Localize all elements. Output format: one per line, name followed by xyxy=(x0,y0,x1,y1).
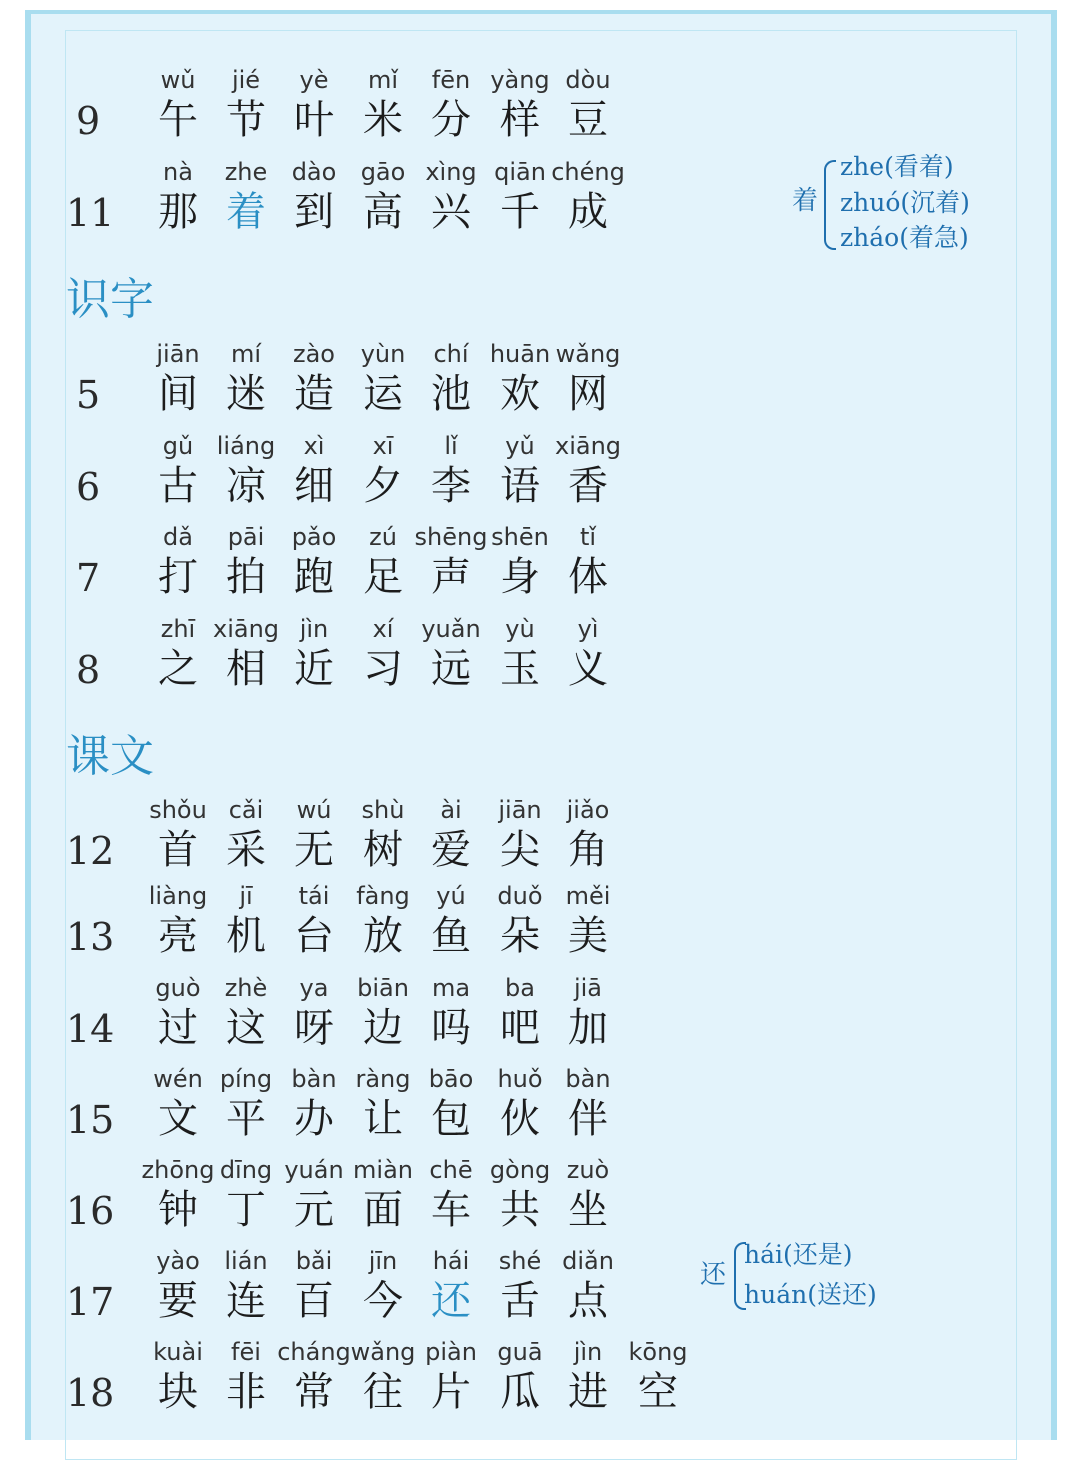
pinyin: zhè xyxy=(224,974,268,1002)
pinyin: fēi xyxy=(231,1338,261,1366)
hanzi: 跑 xyxy=(294,554,334,600)
lesson-number: 11 xyxy=(66,191,115,235)
lesson-number: 6 xyxy=(76,465,101,509)
hanzi: 尖 xyxy=(500,827,540,873)
pinyin: bāo xyxy=(428,1065,474,1093)
hanzi: 点 xyxy=(568,1278,608,1324)
pinyin: yùn xyxy=(360,340,406,368)
pinyin: guò xyxy=(155,974,201,1002)
pinyin: ya xyxy=(299,974,329,1002)
hanzi: 米 xyxy=(363,97,403,143)
hanzi: 办 xyxy=(294,1096,334,1142)
polyphone-reading: zhe(看着) xyxy=(840,152,954,181)
hanzi: 吧 xyxy=(500,1005,540,1051)
hanzi: 面 xyxy=(363,1187,403,1233)
hanzi: 习 xyxy=(363,646,403,692)
hanzi: 文 xyxy=(158,1096,198,1142)
pinyin: ba xyxy=(505,974,535,1002)
hanzi: 爱 xyxy=(431,827,471,873)
pinyin: lǐ xyxy=(444,432,458,460)
pinyin: lián xyxy=(224,1247,268,1275)
pinyin: piàn xyxy=(425,1338,477,1366)
hanzi: 坐 xyxy=(568,1187,608,1233)
hanzi: 包 xyxy=(431,1096,471,1142)
hanzi: 远 xyxy=(431,646,471,692)
pinyin: pāi xyxy=(227,523,265,551)
hanzi: 今 xyxy=(363,1278,403,1324)
pinyin: xìng xyxy=(425,158,477,186)
hanzi: 身 xyxy=(500,554,540,600)
pinyin: xī xyxy=(372,432,394,460)
pinyin: xiāng xyxy=(212,615,280,643)
hanzi: 呀 xyxy=(294,1005,334,1051)
hanzi: 要 xyxy=(158,1278,198,1324)
pinyin: zhe xyxy=(224,158,268,186)
pinyin: yè xyxy=(299,66,329,94)
pinyin: guā xyxy=(497,1338,543,1366)
hanzi: 造 xyxy=(294,371,334,417)
hanzi: 那 xyxy=(158,189,198,235)
hanzi: 亮 xyxy=(158,913,198,959)
hanzi: 着 xyxy=(226,189,266,235)
hanzi: 午 xyxy=(158,97,198,143)
pinyin: mǐ xyxy=(367,66,399,94)
pinyin: chéng xyxy=(551,158,625,186)
pinyin: zhōng xyxy=(141,1156,215,1184)
lesson-number: 14 xyxy=(66,1007,115,1051)
pinyin: huān xyxy=(489,340,551,368)
lesson-number: 17 xyxy=(66,1280,115,1324)
hanzi: 过 xyxy=(158,1005,198,1051)
lesson-number: 16 xyxy=(66,1189,115,1233)
hanzi: 瓜 xyxy=(500,1369,540,1415)
pinyin: zuò xyxy=(566,1156,610,1184)
pinyin: biān xyxy=(357,974,409,1002)
pinyin: xiāng xyxy=(554,432,622,460)
hanzi: 共 xyxy=(500,1187,540,1233)
pinyin: yuǎn xyxy=(421,615,481,643)
pinyin: hái xyxy=(432,1247,470,1275)
hanzi: 鱼 xyxy=(431,913,471,959)
lesson-number: 12 xyxy=(66,829,115,873)
hanzi: 首 xyxy=(158,827,198,873)
hanzi: 空 xyxy=(638,1369,678,1415)
hanzi: 伴 xyxy=(568,1096,608,1142)
pinyin: gòng xyxy=(489,1156,551,1184)
pinyin: nà xyxy=(163,158,193,186)
hanzi: 节 xyxy=(226,97,266,143)
pinyin: wú xyxy=(296,796,332,824)
hanzi: 香 xyxy=(568,463,608,509)
pinyin: shé xyxy=(498,1247,542,1275)
pinyin: liàng xyxy=(148,882,208,910)
lesson-number: 7 xyxy=(76,556,101,600)
hanzi: 成 xyxy=(568,189,608,235)
pinyin: jī xyxy=(239,882,253,910)
pinyin: wén xyxy=(153,1065,203,1093)
hanzi: 边 xyxy=(363,1005,403,1051)
pinyin: chí xyxy=(433,340,469,368)
hanzi: 兴 xyxy=(431,189,471,235)
pinyin: jīn xyxy=(368,1247,398,1275)
hanzi: 欢 xyxy=(500,371,540,417)
hanzi: 台 xyxy=(294,913,334,959)
polyphone-reading: zháo(着急) xyxy=(840,223,969,252)
pinyin: gāo xyxy=(360,158,406,186)
hanzi: 加 xyxy=(568,1005,608,1051)
hanzi: 百 xyxy=(294,1278,334,1324)
hanzi: 豆 xyxy=(568,97,608,143)
pinyin: yàng xyxy=(490,66,550,94)
hanzi: 树 xyxy=(363,827,403,873)
polyphone-reading: hái(还是) xyxy=(744,1240,853,1269)
pinyin: bàn xyxy=(565,1065,611,1093)
hanzi: 丁 xyxy=(226,1187,266,1233)
hanzi: 采 xyxy=(226,827,266,873)
pinyin: ràng xyxy=(355,1065,411,1093)
hanzi: 运 xyxy=(363,371,403,417)
hanzi: 非 xyxy=(226,1369,266,1415)
hanzi: 伙 xyxy=(500,1096,540,1142)
pinyin: wǔ xyxy=(160,66,196,94)
hanzi: 进 xyxy=(568,1369,608,1415)
hanzi: 让 xyxy=(363,1096,403,1142)
hanzi: 凉 xyxy=(226,463,266,509)
pinyin: ài xyxy=(440,796,462,824)
hanzi: 迷 xyxy=(226,371,266,417)
polyphone-reading: zhuó(沉着) xyxy=(840,188,970,217)
pinyin: shǒu xyxy=(149,796,207,824)
pinyin: gǔ xyxy=(162,432,194,460)
pinyin: zú xyxy=(369,523,397,551)
hanzi: 钟 xyxy=(158,1187,198,1233)
pinyin: yǔ xyxy=(505,432,535,460)
lesson-number: 18 xyxy=(66,1371,115,1415)
pinyin: miàn xyxy=(353,1156,413,1184)
hanzi: 常 xyxy=(294,1369,334,1415)
pinyin: shēn xyxy=(491,523,549,551)
polyphone-char: 还 xyxy=(700,1260,727,1290)
pinyin: dòu xyxy=(565,66,611,94)
polyphone-char: 着 xyxy=(792,186,819,216)
pinyin: huǒ xyxy=(497,1065,543,1093)
hanzi: 古 xyxy=(158,463,198,509)
hanzi: 到 xyxy=(294,189,334,235)
pinyin: chē xyxy=(429,1156,473,1184)
pinyin: cháng xyxy=(277,1338,351,1366)
hanzi: 叶 xyxy=(294,97,334,143)
pinyin: tái xyxy=(298,882,330,910)
hanzi: 拍 xyxy=(226,554,266,600)
pinyin: jìn xyxy=(299,615,329,643)
hanzi: 李 xyxy=(431,463,471,509)
lesson-number: 15 xyxy=(66,1098,115,1142)
hanzi: 池 xyxy=(431,371,471,417)
hanzi: 片 xyxy=(431,1369,471,1415)
hanzi: 块 xyxy=(158,1369,198,1415)
pinyin: wǎng xyxy=(350,1338,416,1366)
pinyin: mí xyxy=(230,340,262,368)
pinyin: yù xyxy=(505,615,535,643)
lesson-number: 9 xyxy=(76,99,101,143)
hanzi: 打 xyxy=(158,554,198,600)
pinyin: shēng xyxy=(414,523,488,551)
pinyin: diǎn xyxy=(562,1247,614,1275)
hanzi: 之 xyxy=(158,646,198,692)
hanzi: 网 xyxy=(568,371,608,417)
pinyin: xì xyxy=(303,432,325,460)
hanzi: 无 xyxy=(294,827,334,873)
pinyin: jiān xyxy=(156,340,200,368)
pinyin: dīng xyxy=(219,1156,273,1184)
section-title: 识字 xyxy=(66,274,154,325)
pinyin: tǐ xyxy=(579,523,597,551)
hanzi: 机 xyxy=(226,913,266,959)
hanzi: 车 xyxy=(431,1187,471,1233)
pinyin: liáng xyxy=(216,432,276,460)
lesson-number: 13 xyxy=(66,915,115,959)
pinyin: fàng xyxy=(356,882,410,910)
hanzi: 声 xyxy=(431,554,471,600)
hanzi: 相 xyxy=(226,646,266,692)
hanzi: 元 xyxy=(294,1187,334,1233)
pinyin: dǎ xyxy=(163,523,193,551)
hanzi: 间 xyxy=(158,371,198,417)
hanzi: 还 xyxy=(431,1278,471,1324)
pinyin: shù xyxy=(361,796,405,824)
pinyin: wǎng xyxy=(555,340,621,368)
pinyin: měi xyxy=(565,882,611,910)
pinyin: ma xyxy=(431,974,471,1002)
pinyin: duǒ xyxy=(497,882,543,910)
hanzi: 往 xyxy=(363,1369,403,1415)
hanzi: 连 xyxy=(226,1278,266,1324)
pinyin: yào xyxy=(156,1247,200,1275)
pinyin: yì xyxy=(577,615,599,643)
hanzi: 细 xyxy=(294,463,334,509)
hanzi: 分 xyxy=(431,97,471,143)
hanzi: 放 xyxy=(363,913,403,959)
hanzi: 平 xyxy=(226,1096,266,1142)
pinyin: bǎi xyxy=(295,1247,333,1275)
pinyin: píng xyxy=(219,1065,273,1093)
hanzi: 这 xyxy=(226,1005,266,1051)
pinyin: jiǎo xyxy=(566,796,610,824)
pinyin: jiān xyxy=(498,796,542,824)
hanzi: 义 xyxy=(568,646,608,692)
pinyin: dào xyxy=(291,158,337,186)
section-title: 课文 xyxy=(66,731,154,782)
hanzi: 高 xyxy=(363,189,403,235)
hanzi: 吗 xyxy=(431,1005,471,1051)
hanzi: 舌 xyxy=(500,1278,540,1324)
hanzi: 样 xyxy=(500,97,540,143)
polyphone-reading: huán(送还) xyxy=(744,1280,877,1309)
hanzi: 千 xyxy=(500,189,540,235)
pinyin: jìn xyxy=(573,1338,603,1366)
pinyin: yuán xyxy=(284,1156,344,1184)
pinyin: qiān xyxy=(494,158,546,186)
pinyin: bàn xyxy=(291,1065,337,1093)
pinyin: cǎi xyxy=(228,796,264,824)
pinyin: zào xyxy=(293,340,335,368)
lesson-number: 5 xyxy=(76,373,101,417)
brace xyxy=(824,160,836,250)
pinyin: xí xyxy=(372,615,394,643)
hanzi: 语 xyxy=(500,463,540,509)
lesson-number: 8 xyxy=(76,648,101,692)
hanzi: 足 xyxy=(363,554,403,600)
pinyin: fēn xyxy=(431,66,471,94)
hanzi: 朵 xyxy=(500,913,540,959)
pinyin: jié xyxy=(231,66,261,94)
pinyin: kōng xyxy=(628,1338,688,1366)
hanzi: 近 xyxy=(294,646,334,692)
hanzi: 体 xyxy=(568,554,608,600)
hanzi: 美 xyxy=(568,913,608,959)
hanzi: 角 xyxy=(568,827,608,873)
pinyin: jiā xyxy=(573,974,603,1002)
pinyin: yú xyxy=(436,882,466,910)
hanzi: 玉 xyxy=(500,646,540,692)
pinyin: zhī xyxy=(160,615,196,643)
pinyin: pǎo xyxy=(291,523,337,551)
pinyin: kuài xyxy=(153,1338,203,1366)
hanzi: 夕 xyxy=(363,463,403,509)
